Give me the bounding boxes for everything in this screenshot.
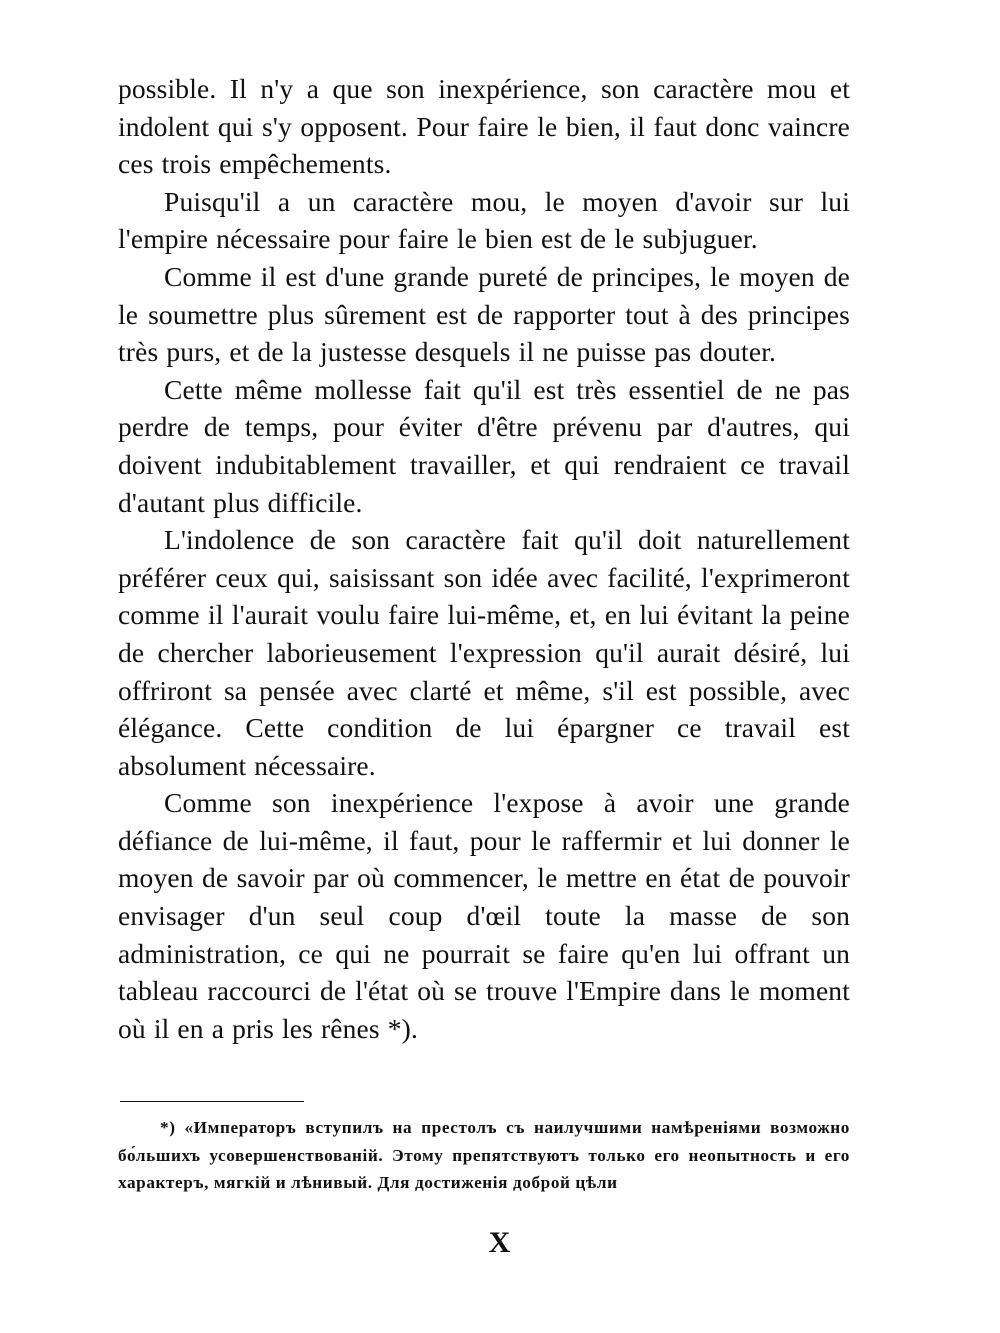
page-body [118,70,850,1047]
footnote-text: *) «Императоръ вступилъ на престолъ съ наилучшими намѣреніями возможно бо́льшихъ усовершенствованій. Этому препятствуютъ только его неопытность и его характеръ, мягкій и лѣнивый. Для достиженія доброй цѣли [118,1118,850,1193]
paragraph-4: Cette même mollesse fait qu'il est très essentiel de ne pas perdre de temps, pour éviter d'être prévenu par d'autres, qui doivent indubitablement travailler, et qui rendraient ce travail d'autant plus difficile. [118,373,850,518]
page-number: X [488,1226,512,1259]
paragraph-6: Comme son inexpérience l'expose à avoir une grande défiance de lui-même, il faut, pour le raffermir et lui donner le moyen de savoir par où commencer, le mettre en état de pouvoir envisager d'un seul coup d'œil toute la masse de son administration, ce qui ne pourrait se faire qu'en lui offrant un tableau raccourci de l'état où se trouve l'Empire dans le moment où il en a pris les rênes *). [118,787,850,1044]
paragraph-5: L'indolence de son caractère fait qu'il doit naturellement préférer ceux qui, saisissant son idée avec facilité, l'exprimeront comme il l'aurait voulu faire lui-même, et, en lui évitant la peine de chercher laborieusement l'expression qu'il aurait désiré, lui offriront sa pensée avec clarté et même, s'il est possible, avec élégance. Cette condition de lui épargner ce travail est absolument nécessaire. [118,524,850,781]
footnote-divider [120,1101,304,1102]
paragraph-3: Comme il est d'une grande pureté de principes, le moyen de le soumettre plus sûrement est de rapporter tout à des principes très purs, et de la justesse desquels il ne puisse pas douter. [118,260,850,368]
paragraph-1: possible. Il n'y a que son inexpérience, son caractère mou et indolent qui s'y opposent. Pour faire le bien, il faut donc vaincre ces trois empêchements. [118,73,850,180]
paragraph-2: Puisqu'il a un caractère mou, le moyen d'avoir sur lui l'empire nécessaire pour faire le bien est de le subjuguer. [118,185,850,255]
